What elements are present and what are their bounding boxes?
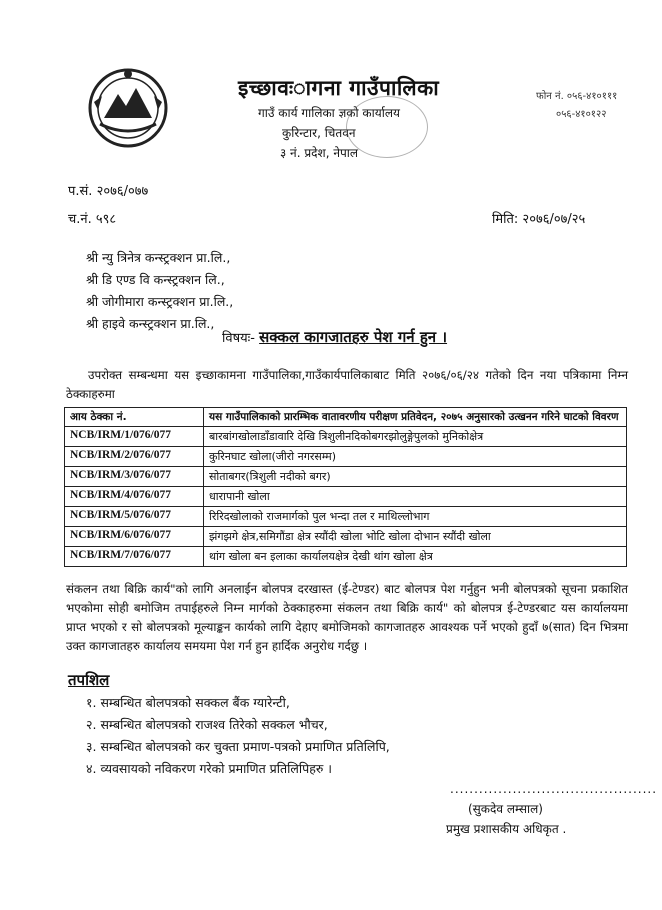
- table-row: [65, 447, 627, 467]
- site-description-cell: झंगझगे क्षेत्र,समिगौंडा क्षेत्र स्यौंदी खोला भोटि खोला दोभान स्यौंदी खोला: [204, 527, 627, 547]
- header-contract-number: आय ठेक्का नं.: [65, 408, 204, 427]
- site-description-cell: धारापानी खोला: [204, 487, 627, 507]
- subject-text: सक्कल कागजातहरु पेश गर्न हुन ।: [259, 328, 448, 346]
- contract-number-cell: NCB/IRM/5/076/077: [65, 507, 204, 527]
- details-heading: तपशिल: [68, 671, 110, 689]
- body-paragraph: संकलन तथा बिक्रि कार्य"को लागि अनलाईन बोलपत्र दरखास्त (ई-टेण्डर) बाट बोलपत्र पेश गर्नुहुन भनी बोलपत्रको सूचना प्रकाशित भएकोमा सोही बमोजिम तपाईहरुले निम्न मार्गको ठेक्काहरुमा संकलन तथा बिक्रि कार्य" को बोलपत्र ई-टेण्डरबाट यस कार्यालयमा प्राप्त भएको र सो बोलपत्रको मूल्याङ्कन कार्यको लागि देहाए बमोजिमको कागजातहरु आवश्यक पर्ने भएको हुदाँ ७(सात) दिन भित्रमा उक्त कागजातहरु कार्यालय समयमा पेश गर्न हुन हार्दिक अनुरोध गर्दछु ।: [66, 582, 628, 653]
- intro-paragraph: उपरोक्त सम्बन्धमा यस इच्छाकामना गाउँपालिका,गाउँकार्यपालिकाबाट मिति २०७६/०६/२४ गतेको दिन नया पत्रिकामा निम्न ठेक्काहरुमा: [66, 368, 628, 401]
- site-description-cell: कुरिनघाट खोला(जीरो नगरसम्म): [204, 447, 627, 467]
- province-name: ३ नं. प्रदेश, नेपाल: [280, 146, 359, 160]
- contract-number-cell: NCB/IRM/3/076/077: [65, 467, 204, 487]
- detail-item-2: २. सम्बन्धित बोलपत्रको राजश्व तिरेको सक्कल भौचर,: [86, 717, 328, 732]
- contracts-table: [64, 407, 627, 567]
- detail-item-3: ३. सम्बन्धित बोलपत्रको कर चुक्ता प्रमाण-पत्रको प्रमाणित प्रतिलिपि,: [86, 739, 390, 754]
- contract-number-cell: NCB/IRM/2/076/077: [65, 447, 204, 467]
- table-row: [65, 487, 627, 507]
- dispatch-number: च.नं. ५९८: [68, 212, 117, 227]
- site-description-cell: थांग खोला बन इलाका कार्यालयक्षेत्र देखी थांग खोला क्षेत्र: [204, 547, 627, 567]
- signatory-name: (सुकदेव लम्साल): [468, 802, 543, 816]
- table-row: [65, 547, 627, 567]
- office-location: कुरिन्टार, चितवन: [282, 126, 356, 140]
- addressee-3: श्री जोगीमारा कन्स्ट्रक्शन प्रा.लि.,: [86, 294, 234, 309]
- site-description-cell: रिरिदखोलाको राजमार्गको पुल भन्दा तल र माथिल्लोभाग: [204, 507, 627, 527]
- office-name: गाउँ कार्य गालिका ज्ञको कार्यालय: [258, 106, 400, 120]
- site-description-cell: सोताबगर(त्रिशुली नदीको बगर): [204, 467, 627, 487]
- municipality-title: इच्छावःागना गाउँपालिका: [238, 76, 440, 100]
- addressee-1: श्री न्यु त्रिनेत्र कन्स्ट्रक्शन प्रा.लि.,: [86, 250, 231, 265]
- table-row: [65, 527, 627, 547]
- table-row: [65, 467, 627, 487]
- office-stamp: [346, 96, 428, 158]
- signatory-title: प्रमुख प्रशासकीय अधिकृत .: [446, 822, 567, 836]
- letter-date: मिति: २०७६/०७/२५: [492, 212, 586, 227]
- contract-number-cell: NCB/IRM/1/076/077: [65, 427, 204, 447]
- contract-number-cell: NCB/IRM/7/076/077: [65, 547, 204, 567]
- table-row: [65, 507, 627, 527]
- detail-item-4: ४. व्यवसायको नविकरण गरेको प्रमाणित प्रतिलिपिहरु ।: [86, 761, 333, 776]
- detail-item-1: १. सम्बन्धित बोलपत्रको सक्कल बैंक ग्यारेन्टी,: [86, 695, 290, 710]
- site-description-cell: बारबांगखोलाडाँडावारि देखि त्रिशुलीनदिकोबगरझोलुङ्गेपुलको मुनिकोक्षेत्र: [204, 427, 627, 447]
- contract-number-cell: NCB/IRM/4/076/077: [65, 487, 204, 507]
- phone-number-1: फोन नं. ०५६-४१०१११: [536, 91, 618, 102]
- table-row: [65, 427, 627, 447]
- letter-reference-number: प.सं. २०७६/०७७: [68, 184, 149, 199]
- phone-number-2: ०५६-४१०१२२: [556, 109, 607, 120]
- signature-line: ...........................................: [450, 782, 658, 796]
- subject-label: विषयः-: [222, 331, 255, 346]
- contract-number-cell: NCB/IRM/6/076/077: [65, 527, 204, 547]
- addressee-2: श्री डि एण्ड वि कन्स्ट्रक्शन लि.,: [86, 272, 225, 287]
- government-emblem-logo: [86, 66, 170, 150]
- header-site-description: यस गाउँपालिकाको प्रारम्भिक वातावरणीय परीक्षण प्रतिवेदन, २०७५ अनुसारको उत्खनन गरिने घाटको विवरण: [204, 408, 627, 427]
- addressee-4: श्री हाइवे कन्स्ट्रक्शन प्रा.लि.,: [86, 316, 215, 331]
- table-header-row: [65, 408, 627, 427]
- subject-line: [222, 327, 447, 347]
